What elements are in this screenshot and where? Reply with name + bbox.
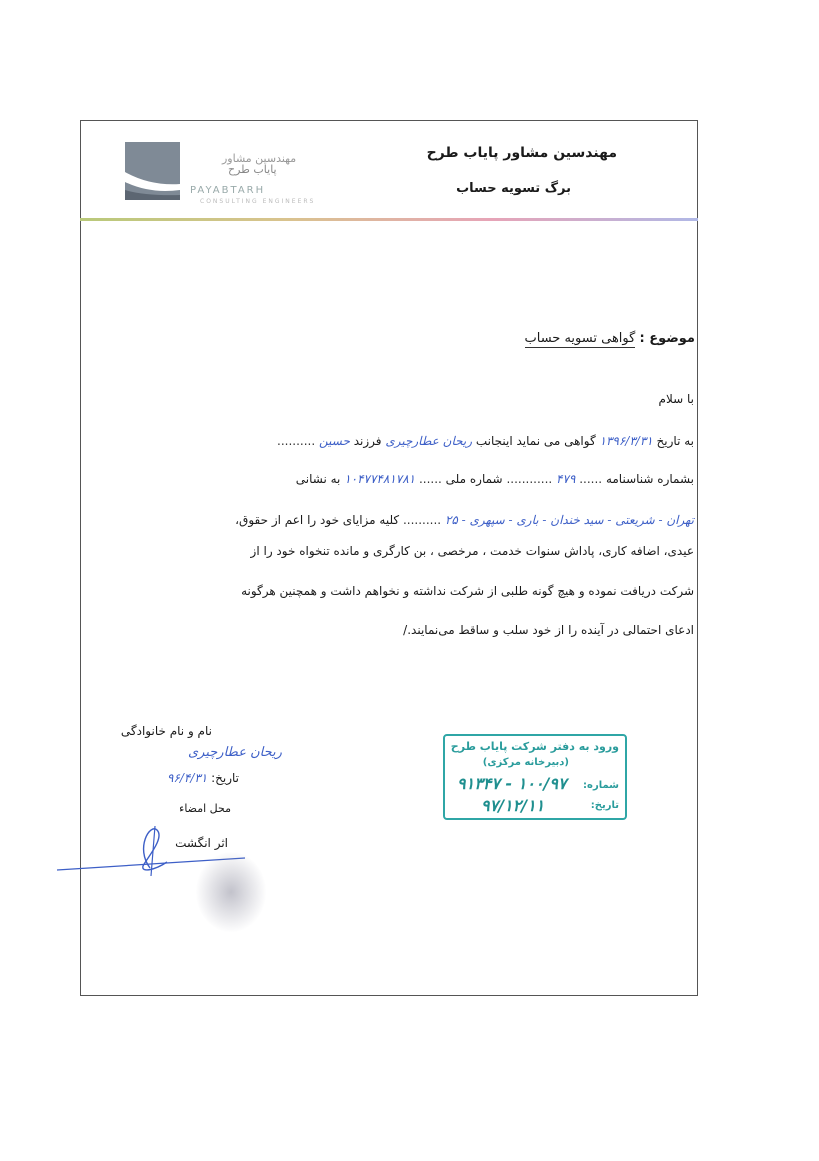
national-id-label: شماره ملی bbox=[445, 472, 503, 486]
logo-en: PAYABTARH bbox=[190, 185, 266, 196]
logo-fa-line2: پایاب طرح bbox=[228, 163, 277, 176]
logo-subtitle: CONSULTING ENGINEERS bbox=[200, 198, 316, 205]
body-line-4: عیدی، اضافه کاری، پاداش سنوات خدمت ، مرخصی ، بن کارگری و مانده تنخواه خود را از bbox=[250, 544, 694, 558]
handwritten-date: ۱۳۹۶/۳/۳۱ bbox=[599, 434, 653, 448]
dotted-fill: .......... bbox=[402, 513, 442, 527]
handwritten-signer-name: ریحان عطارچیری bbox=[188, 745, 282, 760]
id-label: بشماره شناسنامه bbox=[605, 472, 694, 486]
greeting: با سلام bbox=[658, 392, 694, 406]
handwritten-address: تهران - شریعتی - سید خندان - باری - سپهری - ۲۵ bbox=[444, 513, 694, 527]
subject-line bbox=[525, 331, 696, 346]
date-prefix: به تاریخ bbox=[656, 434, 694, 448]
subject-value: گواهی تسویه حساب bbox=[524, 331, 636, 346]
handwritten-name: ریحان عطارچیری bbox=[385, 434, 472, 448]
name-label: نام و نام خانوادگی bbox=[120, 724, 212, 738]
header-divider bbox=[80, 218, 698, 221]
company-logo-icon bbox=[125, 142, 180, 200]
body-line-6: ادعای احتمالی در آینده را از خود سلب و ساقط می‌نمایند./ bbox=[403, 623, 694, 637]
dotted-fill: ...... bbox=[418, 472, 442, 486]
handwritten-id-number: ۴۷۹ bbox=[556, 472, 576, 486]
body-line-1 bbox=[277, 434, 694, 448]
address-label: به نشانی bbox=[295, 472, 341, 486]
fingerprint-label: اثر انگشت bbox=[175, 836, 228, 850]
dotted-fill: ...... bbox=[579, 472, 603, 486]
child-of-label: فرزند bbox=[353, 434, 382, 448]
certify-text: گواهی می نماید اینجانب bbox=[475, 434, 596, 448]
signature-date-line bbox=[167, 771, 239, 785]
registry-stamp bbox=[443, 734, 627, 820]
body-line-3 bbox=[235, 513, 694, 527]
logo-fa-line1: مهندسین مشاور bbox=[222, 152, 297, 165]
handwritten-signature-date: ۹۶/۴/۳۱ bbox=[166, 771, 208, 785]
stamp-date-label: تاریخ: bbox=[590, 800, 619, 811]
stamp-date: ۹۷/۱۲/۱۱ bbox=[481, 796, 545, 815]
body-line-2 bbox=[296, 472, 694, 486]
stamp-title: ورود به دفتر شرکت پایاب طرح bbox=[450, 740, 619, 753]
handwritten-national-id: ۱۰۴۷۷۴۸۱۷۸۱ bbox=[344, 472, 416, 486]
stamp-number-label: شماره: bbox=[583, 780, 619, 791]
body-line-5: شرکت دریافت نموده و هیچ گونه طلبی از شرکت نداشته و نخواهم داشت و همچنین هرگونه bbox=[241, 584, 694, 598]
benefits-text: کلیه مزایای خود را اعم از حقوق، bbox=[235, 513, 400, 527]
form-title: برگ تسویه حساب bbox=[456, 181, 571, 196]
signature-place-label: محل امضاء bbox=[179, 802, 231, 815]
subject-label: موضوع : bbox=[639, 331, 695, 346]
handwritten-father-name: حسین bbox=[318, 434, 350, 448]
dotted-fill: ............ bbox=[506, 472, 553, 486]
stamp-number: ۱۰۰/۹۷ - ۹۱۳۴۷ bbox=[457, 774, 567, 793]
stamp-subtitle: (دبیرخانه مرکزی) bbox=[482, 757, 569, 768]
fingerprint-mark bbox=[196, 852, 266, 932]
company-name: مهندسین مشاور پایاب طرح bbox=[426, 145, 617, 161]
dotted-fill: .......... bbox=[277, 434, 316, 448]
date-label: تاریخ: bbox=[211, 771, 239, 785]
